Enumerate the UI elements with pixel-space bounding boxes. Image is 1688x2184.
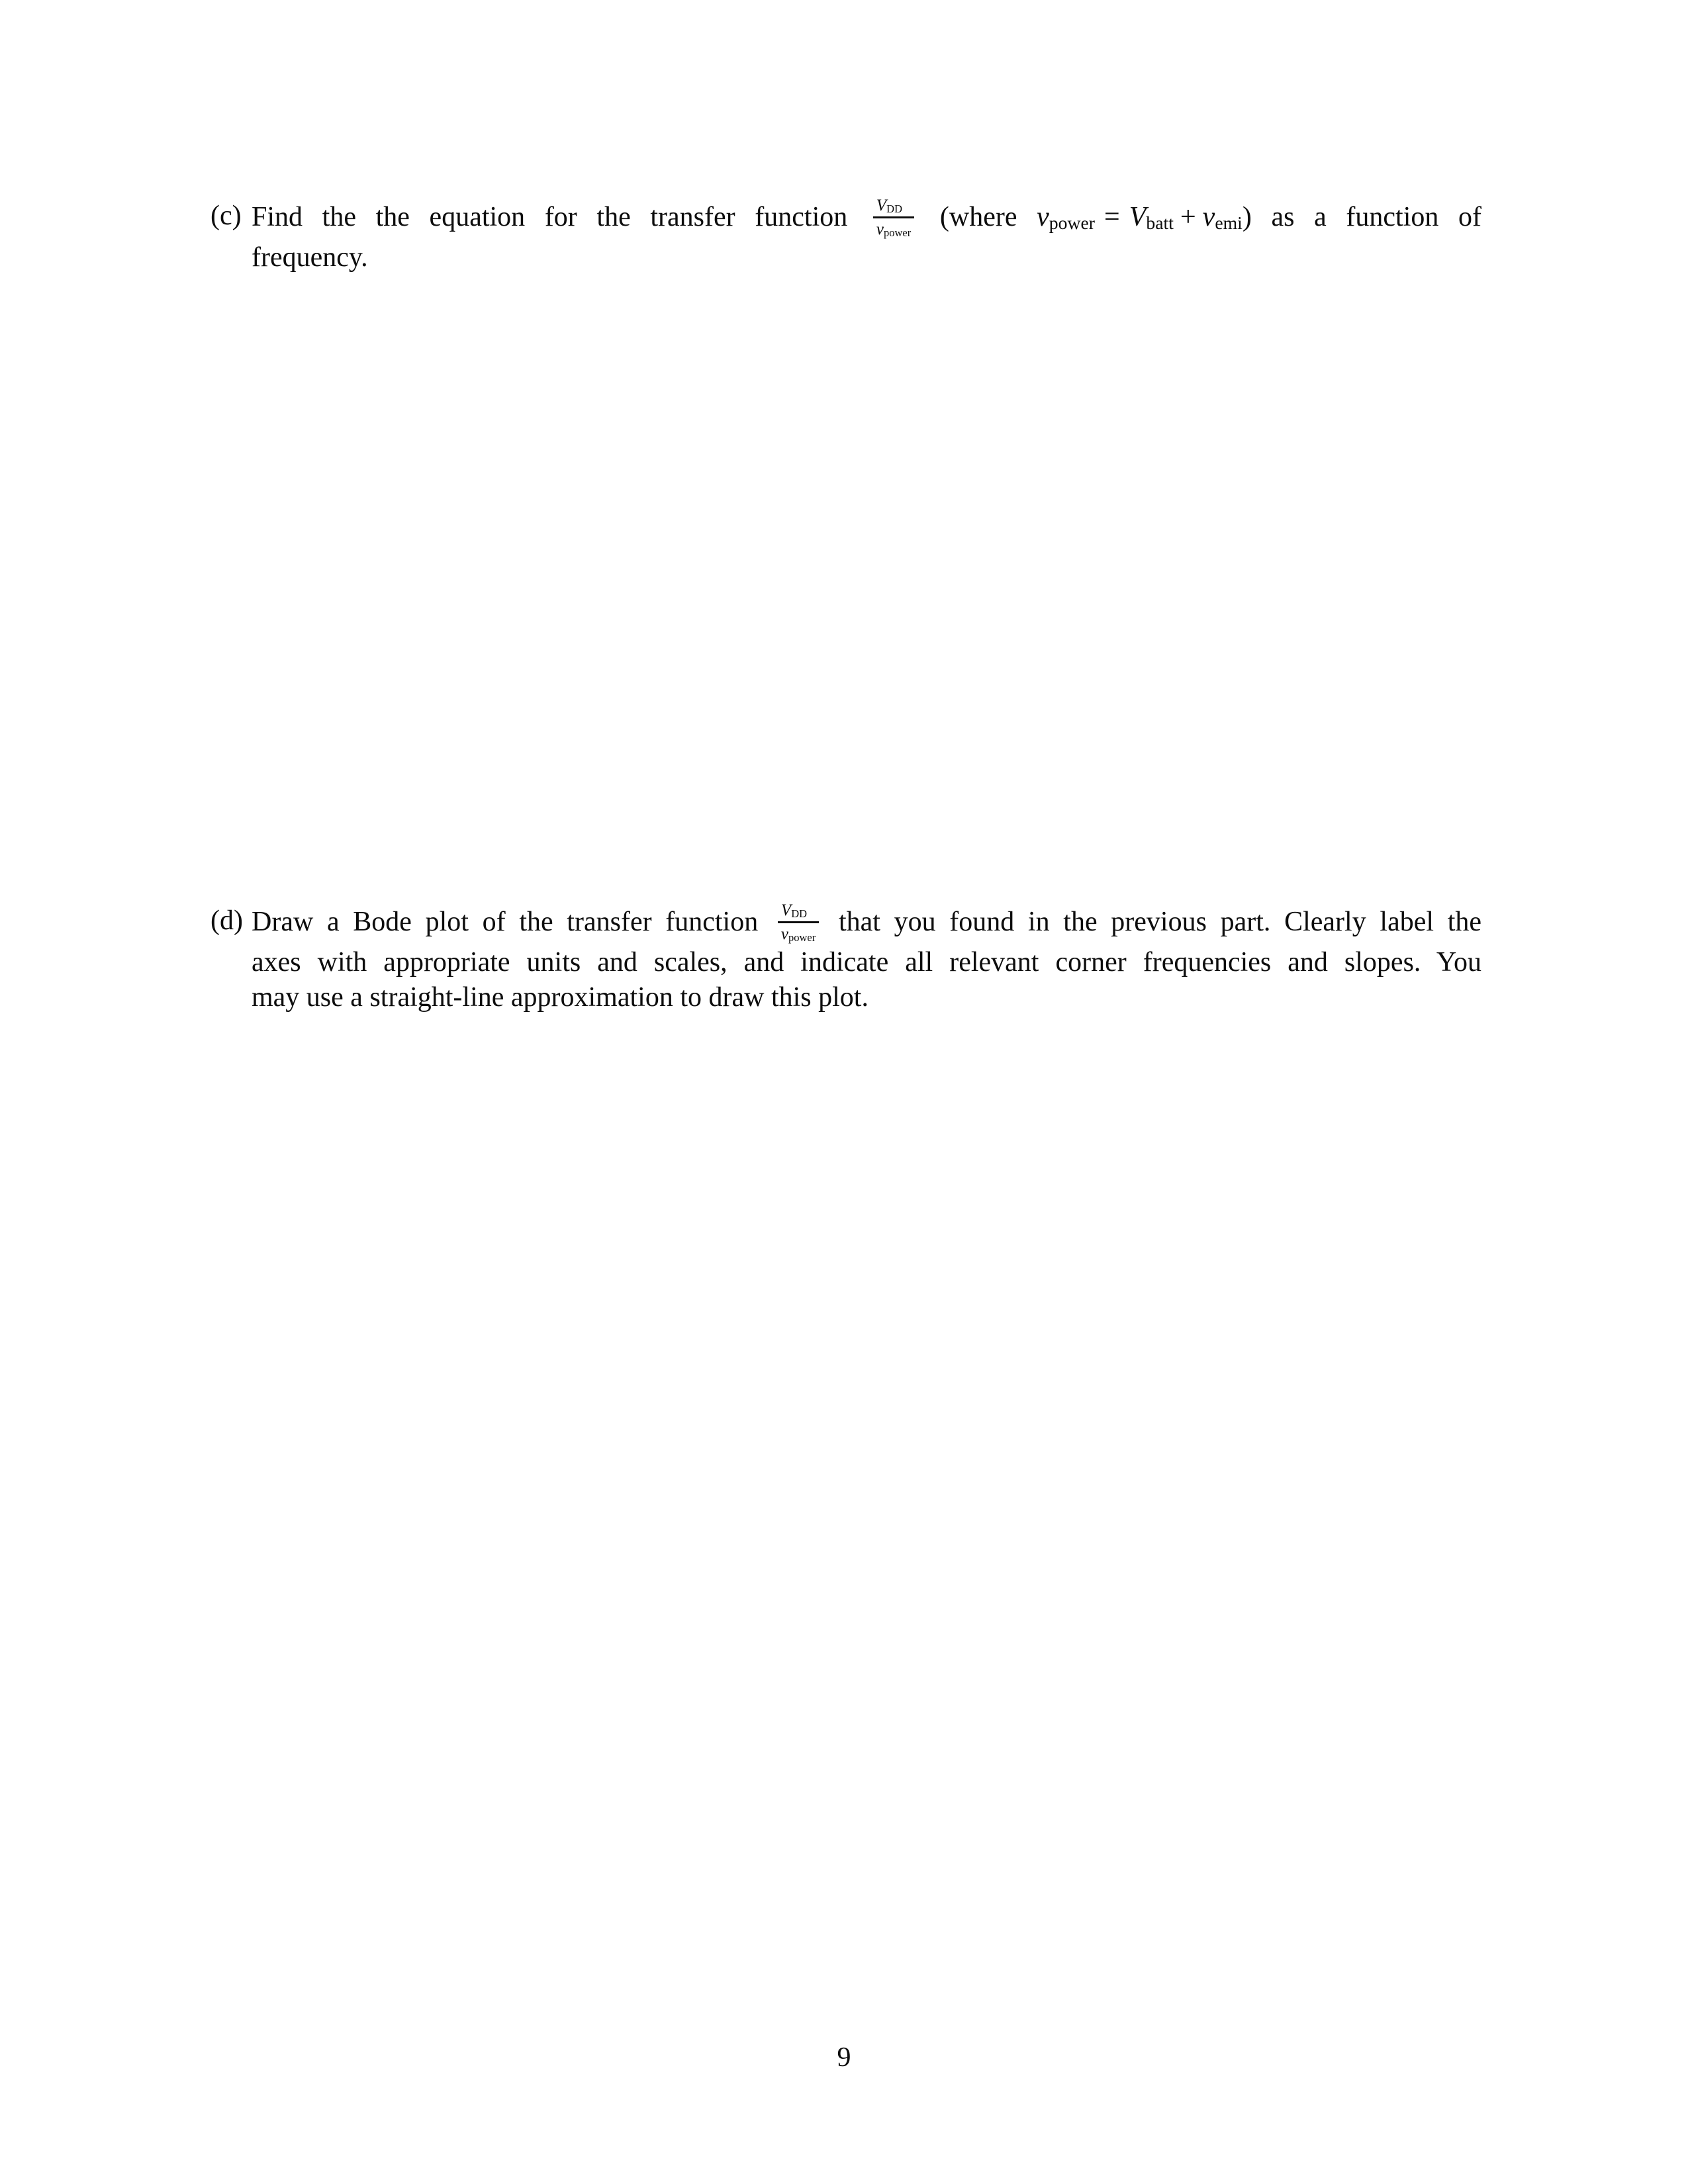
math-var-vpower-base: v — [780, 925, 789, 943]
math-sub-DD: DD — [791, 907, 808, 920]
part-c-text-end: ) as a function of — [1242, 202, 1482, 233]
part-d-line1 — [252, 903, 1481, 945]
part-d-label: (d) — [211, 905, 243, 936]
part-d-line2: axes with appropriate units and scales, and indicate all relevant corner frequencies and slopes. You — [252, 947, 1481, 978]
math-var-VDD-base: V — [780, 901, 792, 919]
math-vbatt-base: V — [1129, 202, 1147, 233]
part-c-line1 — [252, 199, 1481, 240]
math-var-VDD-base: V — [876, 197, 887, 214]
math-vpower-base: v — [1037, 202, 1049, 233]
question-part-c — [211, 199, 1481, 275]
math-vbatt-sub: batt — [1146, 212, 1174, 234]
math-vemi-base: v — [1202, 202, 1215, 233]
math-var-vbatt — [1129, 202, 1174, 232]
math-equals-sign: = — [1104, 202, 1120, 233]
part-d-line3: may use a straight-line approximation to draw this plot. — [252, 982, 868, 1013]
part-c-body — [252, 199, 1481, 275]
math-var-vpower-base: v — [876, 220, 884, 238]
math-vemi-sub: emi — [1215, 212, 1243, 234]
transfer-function-fraction — [778, 901, 819, 943]
fraction-denominator — [778, 923, 819, 943]
part-d-text-before-fraction: Draw a Bode plot of the transfer function — [252, 907, 759, 938]
part-d-text-after-fraction: that you found in the previous part. Clearly label the — [838, 907, 1482, 938]
math-var-vpower — [1037, 202, 1095, 232]
part-c-label: (c) — [211, 201, 242, 231]
fraction-numerator — [778, 901, 819, 923]
transfer-function-fraction — [873, 197, 914, 238]
page-number: 9 — [837, 2042, 851, 2073]
math-sub-power: power — [788, 931, 816, 944]
question-part-d — [211, 903, 1481, 1015]
fraction-denominator — [873, 218, 914, 238]
part-c-text-before-fraction: Find the the equation for the transfer function — [252, 202, 848, 233]
math-sub-DD: DD — [886, 202, 903, 215]
math-plus-sign: + — [1180, 202, 1196, 233]
math-sub-power: power — [884, 226, 912, 239]
math-vpower-sub: power — [1049, 212, 1096, 234]
part-d-body — [252, 903, 1481, 1015]
part-c-line2: frequency. — [252, 242, 368, 273]
part-c-open-paren-where: (where — [939, 202, 1017, 233]
math-var-vemi — [1203, 202, 1243, 232]
fraction-numerator — [873, 197, 914, 218]
